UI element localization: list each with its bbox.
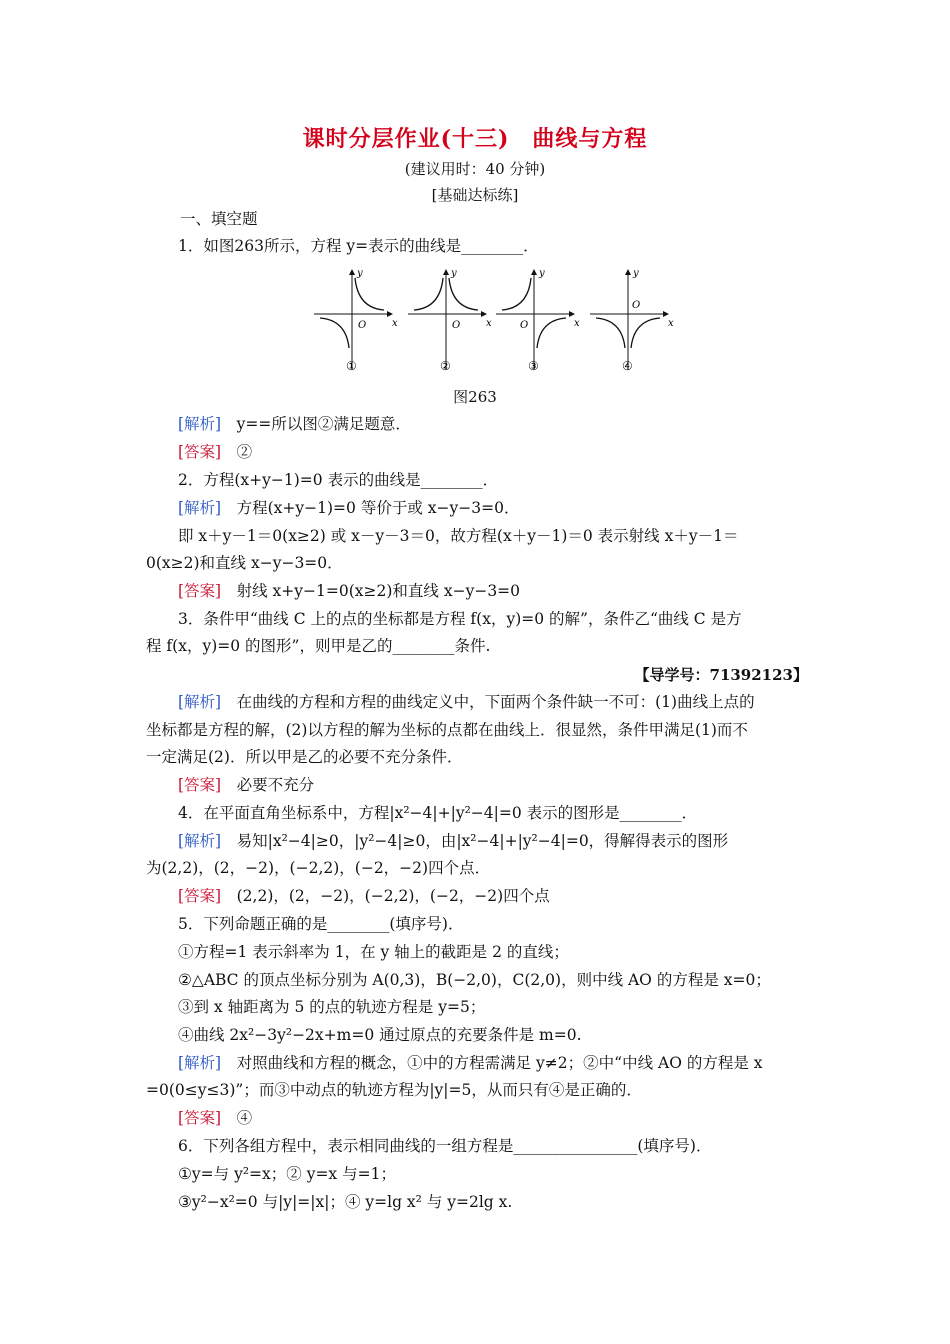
q5-stem: 5．下列命题正确的是________(填序号)． — [178, 915, 464, 933]
q4-analysis-2: 为(2,2)，(2，−2)，(−2,2)，(−2，−2)四个点． — [146, 859, 491, 877]
q3-stem-2: 程 f(x，y)=0 的图形”，则甲是乙的________条件. — [146, 637, 491, 655]
q5-option-3: ③到 x 轴距离为 5 的点的轨迹方程是 y=5； — [178, 998, 486, 1016]
analysis-tag: [解析] — [178, 693, 222, 711]
figure-caption: 图263 — [453, 388, 497, 406]
q3-analysis-1: 在曲线的方程和方程的曲线定义中，下面两个条件缺一不可：(1)曲线上点的 — [236, 693, 755, 711]
guide-number: 【导学号：71392123】 — [634, 666, 808, 684]
q6-option-1: ①y=与 y²=x；② y=x 与=1； — [178, 1165, 396, 1183]
q2-analysis-line — [178, 498, 838, 518]
q4-analysis-line — [178, 831, 838, 851]
answer-tag: [答案] — [178, 887, 222, 905]
q4-stem: 4．在平面直角坐标系中，方程|x²−4|+|y²−4|=0 表示的图形是________． — [178, 804, 698, 822]
q1-analysis-line — [178, 414, 838, 434]
answer-tag: [答案] — [178, 1109, 222, 1127]
graph-1-axis-y: y — [357, 268, 363, 279]
analysis-tag: [解析] — [178, 832, 222, 850]
q5-analysis-2: =0(0≤y≤3)”；而③中动点的轨迹方程为|y|=5，从而只有④是正确的． — [146, 1081, 642, 1099]
answer-tag: [答案] — [178, 582, 222, 600]
graph-2-label: ② — [440, 359, 451, 373]
analysis-tag: [解析] — [178, 499, 222, 517]
graph-3-label: ③ — [528, 359, 539, 373]
q3-stem-1: 3．条件甲“曲线 C 上的点的坐标都是方程 f(x，y)=0 的解”，条件乙“曲线 C 是方 — [178, 610, 742, 628]
q1-answer-line — [178, 442, 838, 462]
graph-3-axis-y: y — [539, 268, 545, 279]
q2-line2: 0(x≥2)和直线 x−y−3=0． — [146, 554, 343, 572]
q1-stem: 1．如图263所示，方程 y=表示的曲线是________． — [178, 237, 539, 255]
graph-2 — [408, 268, 492, 373]
q5-option-4: ④曲线 2x²−3y²−2x+m=0 通过原点的充要条件是 m=0. — [178, 1026, 582, 1044]
q6-stem: 6．下列各组方程中，表示相同曲线的一组方程是________________(填序号)． — [178, 1137, 712, 1155]
graph-1-origin: O — [358, 320, 367, 331]
part-heading: 一、填空题 — [180, 210, 258, 228]
page-title: 课时分层作业(十三) 曲线与方程 — [302, 126, 648, 152]
q3-answer: 必要不充分 — [236, 776, 315, 794]
analysis-tag: [解析] — [178, 1054, 222, 1072]
q2-line1: 即 x＋y－1＝0(x≥2) 或 x－y－3＝0，故方程(x＋y－1)＝0 表示射线 x＋y－1＝ — [178, 527, 739, 545]
answer-tag: [答案] — [178, 443, 222, 461]
graph-3-axis-x: x — [574, 318, 580, 329]
q1-analysis: y==所以图②满足题意． — [236, 415, 411, 433]
q3-analysis-3: 一定满足(2)．所以甲是乙的必要不充分条件． — [146, 748, 463, 766]
q3-analysis-line — [178, 692, 838, 712]
q4-analysis-1: 易知|x²−4|≥0，|y²−4|≥0，由|x²−4|+|y²−4|=0，得解得表示的图形 — [236, 832, 729, 850]
graph-3-origin: O — [520, 320, 529, 331]
figure-263 — [300, 262, 680, 378]
q3-answer-line — [178, 775, 838, 795]
answer-tag: [答案] — [178, 776, 222, 794]
graph-1-axis-x: x — [392, 318, 398, 329]
graph-2-axis-y: y — [451, 268, 457, 279]
q5-option-1: ①方程=1 表示斜率为 1，在 y 轴上的截距是 2 的直线； — [178, 943, 569, 961]
section-heading: [基础达标练] — [431, 186, 519, 204]
q5-answer: ④ — [236, 1109, 253, 1127]
graph-2-origin: O — [452, 320, 461, 331]
graph-4-origin: O — [632, 300, 641, 311]
q2-answer-line — [178, 581, 838, 601]
graph-3 — [496, 268, 580, 373]
graph-4-axis-y: y — [633, 268, 639, 279]
q5-analysis-1: 对照曲线和方程的概念，①中的方程需满足 y≠2；②中“中线 AO 的方程是 x — [236, 1054, 763, 1072]
q2-answer: 射线 x+y−1=0(x≥2)和直线 x−y−3=0 — [236, 582, 521, 600]
q2-analysis: 方程(x+y−1)=0 等价于或 x−y−3=0． — [236, 499, 520, 517]
q4-answer: (2,2)，(2，−2)，(−2,2)，(−2，−2)四个点 — [236, 887, 550, 905]
graph-4 — [590, 268, 674, 373]
graph-4-axis-x: x — [668, 318, 674, 329]
q4-answer-line — [178, 886, 838, 906]
time-hint: (建议用时：40 分钟) — [404, 160, 546, 178]
graph-4-label: ④ — [622, 359, 633, 373]
q5-analysis-line — [178, 1053, 838, 1073]
graph-1 — [314, 268, 398, 373]
graph-2-axis-x: x — [486, 318, 492, 329]
q3-analysis-2: 坐标都是方程的解，(2)以方程的解为坐标的点都在曲线上．很显然，条件甲满足(1)而不 — [146, 721, 748, 739]
q5-option-2: ②△ABC 的顶点坐标分别为 A(0,3)，B(−2,0)，C(2,0)，则中线 AO 的方程是 x=0； — [178, 971, 771, 989]
q2-stem: 2．方程(x+y−1)=0 表示的曲线是________． — [178, 471, 499, 489]
q1-answer: ② — [236, 443, 253, 461]
q6-option-2: ③y²−x²=0 与|y|=|x|；④ y=lg x² 与 y=2lg x. — [178, 1193, 513, 1211]
q5-answer-line — [178, 1108, 838, 1128]
graph-1-label: ① — [346, 359, 357, 373]
analysis-tag: [解析] — [178, 415, 222, 433]
